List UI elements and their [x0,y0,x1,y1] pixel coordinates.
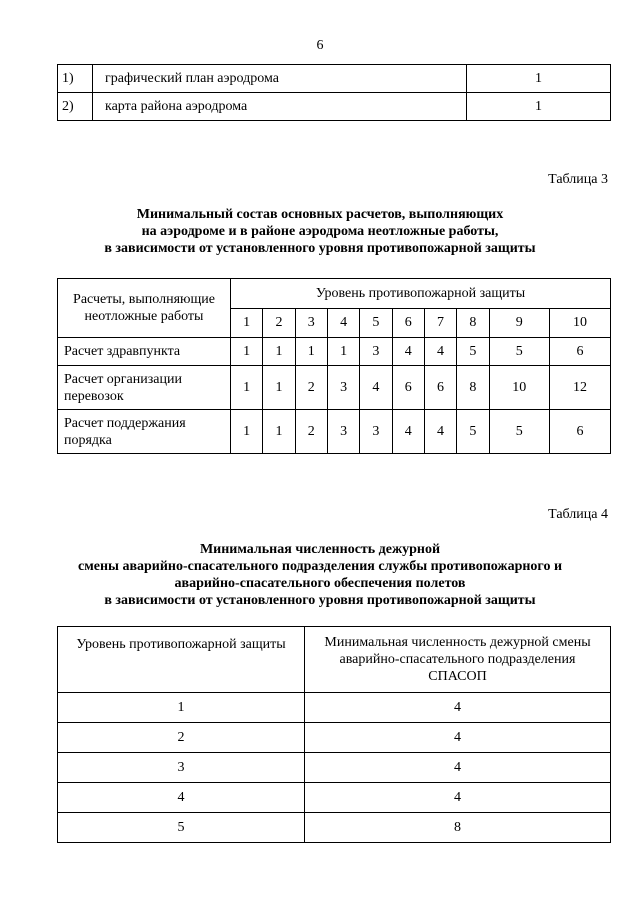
row-number: 2) [58,93,93,121]
level-header-cell: 10 [550,309,611,338]
row-number: 1) [58,65,93,93]
row-name-line: Расчет здравпункта [64,344,181,359]
table-row [58,723,611,753]
level-header: Уровень противопожарной защиты [58,627,305,693]
level-header-cell: 2 [263,309,295,338]
row-name [58,410,231,454]
value-cell: 5 [489,338,550,366]
count-cell: 8 [305,813,611,843]
title-line: на аэродроме и в районе аэродрома неотложные работы, [141,224,499,239]
row-text: графический план аэродрома [93,65,467,93]
header-row [58,279,611,309]
level-header-cell: 9 [489,309,550,338]
row-name [58,338,231,366]
page-number: 6 [316,38,324,53]
value-cell: 3 [360,410,392,454]
row-name-line: Расчет поддержания [64,415,186,431]
row-name-line: порядка [64,432,112,448]
title-line: смены аварийно-спасательного подразделения службы противопожарного и [77,559,563,574]
title-line: аварийно-спасательного обеспечения полетов [174,576,466,591]
value-cell: 5 [489,410,550,454]
level-cell: 5 [58,813,305,843]
level-header-cell: 4 [327,309,359,338]
group-header: Уровень противопожарной защиты [231,279,611,309]
table-row [58,693,611,723]
value-cell: 6 [392,366,424,410]
table-row [58,338,611,366]
header-line: Расчеты, выполняющие [73,292,215,307]
level-header-cell: 8 [457,309,489,338]
row-name-line: Расчет организации [64,371,182,387]
count-cell: 4 [305,693,611,723]
value-cell: 1 [231,338,263,366]
level-cell: 2 [58,723,305,753]
table4-label: Таблица 4 [548,507,608,522]
level-cell: 3 [58,753,305,783]
value-cell: 6 [550,410,611,454]
value-cell: 4 [392,410,424,454]
row-name [58,366,231,410]
value-cell: 3 [360,338,392,366]
duty-shift-table [57,626,611,843]
table4-title [0,541,640,609]
value-cell: 5 [457,338,489,366]
level-header-cell: 5 [360,309,392,338]
table-row [58,410,611,454]
value-cell: 1 [263,366,295,410]
row-quantity: 1 [467,65,611,93]
value-cell: 1 [295,338,327,366]
level-header-cell: 3 [295,309,327,338]
title-line: Минимальный состав основных расчетов, выполняющих [136,207,504,222]
header-line: аварийно-спасательного подразделения [339,652,576,667]
count-cell: 4 [305,723,611,753]
title-line: в зависимости от установленного уровня противопожарной защиты [104,241,536,256]
title-line: Минимальная численность дежурной [199,542,441,557]
level-cell: 1 [58,693,305,723]
table3-title [0,206,640,257]
value-cell: 1 [263,410,295,454]
value-cell: 2 [295,366,327,410]
value-cell: 4 [392,338,424,366]
table-row [58,753,611,783]
value-cell: 4 [424,338,456,366]
header-row [58,627,611,693]
level-header-cell: 1 [231,309,263,338]
count-cell: 4 [305,783,611,813]
level-header-cell: 6 [392,309,424,338]
table-row [58,65,611,93]
materials-table [57,64,611,121]
value-cell: 12 [550,366,611,410]
value-cell: 8 [457,366,489,410]
row-name-line: перевозок [64,388,124,404]
value-cell: 3 [327,366,359,410]
header-line: неотложные работы [84,309,204,324]
table-row [58,93,611,121]
value-cell: 2 [295,410,327,454]
table-row [58,366,611,410]
value-cell: 5 [457,410,489,454]
value-cell: 6 [424,366,456,410]
value-cell: 1 [327,338,359,366]
corner-header [58,279,231,338]
value-cell: 3 [327,410,359,454]
value-cell: 10 [489,366,550,410]
calculations-table [57,278,611,454]
value-cell: 4 [424,410,456,454]
table-row [58,783,611,813]
row-quantity: 1 [467,93,611,121]
row-text: карта района аэродрома [93,93,467,121]
header-line: СПАСОП [428,669,487,684]
table3-label: Таблица 3 [548,172,608,187]
title-line: в зависимости от установленного уровня противопожарной защиты [104,593,536,608]
table-row [58,813,611,843]
count-cell: 4 [305,753,611,783]
value-cell: 1 [263,338,295,366]
value-cell: 1 [231,410,263,454]
value-cell: 1 [231,366,263,410]
header-line: Минимальная численность дежурной смены [324,635,591,650]
value-cell: 4 [360,366,392,410]
level-header-cell: 7 [424,309,456,338]
level-cell: 4 [58,783,305,813]
count-header [305,627,611,693]
value-cell: 6 [550,338,611,366]
